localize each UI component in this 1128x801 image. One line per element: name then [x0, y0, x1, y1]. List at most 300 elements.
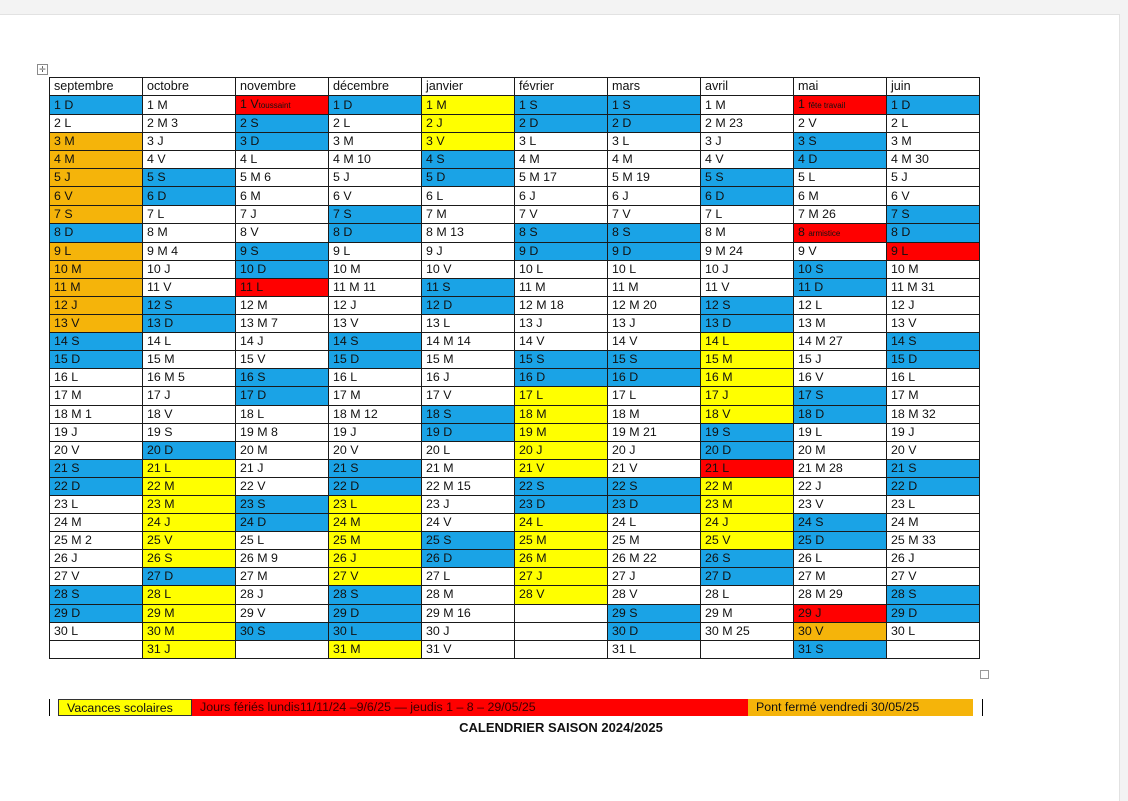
day-cell: 8 D — [329, 223, 422, 242]
table-row — [50, 96, 980, 115]
legend-school-holidays: Vacances scolaires — [58, 699, 192, 716]
day-cell: 11 L — [236, 278, 329, 296]
day-cell: 22 J — [794, 477, 887, 495]
day-cell: 9 V — [794, 242, 887, 260]
table-row — [50, 187, 980, 205]
day-cell: 6 D — [701, 187, 794, 205]
day-cell: 23 D — [515, 495, 608, 513]
table-row — [50, 369, 980, 387]
month-header: septembre — [50, 78, 143, 96]
day-cell: 12 S — [701, 296, 794, 314]
day-cell: 10 J — [143, 260, 236, 278]
day-cell: 5 M 6 — [236, 169, 329, 187]
day-cell: 22 S — [515, 477, 608, 495]
day-cell: 2 D — [515, 115, 608, 133]
day-cell: 29 M 16 — [422, 604, 515, 622]
day-cell: 30 L — [50, 622, 143, 640]
day-cell: 4 D — [794, 151, 887, 169]
day-cell — [236, 640, 329, 658]
day-cell: 29 D — [887, 604, 980, 622]
day-cell: 22 S — [608, 477, 701, 495]
day-cell: 3 S — [794, 133, 887, 151]
table-move-handle-icon[interactable]: ✛ — [37, 64, 48, 75]
day-cell: 22 V — [236, 477, 329, 495]
day-cell: 22 D — [329, 477, 422, 495]
day-cell: 9 D — [515, 242, 608, 260]
day-cell: 30 M 25 — [701, 622, 794, 640]
day-cell: 5 S — [143, 169, 236, 187]
day-cell: 24 M — [887, 514, 980, 532]
table-row — [50, 351, 980, 369]
day-cell: 12 M 20 — [608, 296, 701, 314]
day-cell: 24 V — [422, 514, 515, 532]
day-cell: 29 D — [329, 604, 422, 622]
legend-bridge-closed: Pont fermé vendredi 30/05/25 — [748, 699, 973, 716]
day-cell: 4 M — [608, 151, 701, 169]
table-row — [50, 315, 980, 333]
day-cell: 17 J — [143, 387, 236, 405]
day-label: 8 — [798, 224, 809, 239]
day-cell: 14 S — [50, 333, 143, 351]
day-cell: 30 D — [608, 622, 701, 640]
day-cell: 11 D — [794, 278, 887, 296]
day-cell: 3 M — [887, 133, 980, 151]
table-row — [50, 223, 980, 242]
day-cell: 19 M 8 — [236, 423, 329, 441]
day-cell: 4 V — [701, 151, 794, 169]
day-cell: 28 S — [50, 586, 143, 604]
day-cell: 1 M — [143, 96, 236, 115]
day-cell: 17 J — [701, 387, 794, 405]
table-row — [50, 622, 980, 640]
day-cell: 7 M — [422, 205, 515, 223]
day-cell: 15 D — [887, 351, 980, 369]
day-cell: 1 D — [887, 96, 980, 115]
day-cell: 24 M — [329, 514, 422, 532]
day-cell: 23 M — [143, 495, 236, 513]
table-row — [50, 205, 980, 223]
day-cell: 18 M 12 — [329, 405, 422, 423]
day-cell: 8 M 13 — [422, 223, 515, 242]
month-header: février — [515, 78, 608, 96]
day-cell: 29 M — [143, 604, 236, 622]
month-header: mars — [608, 78, 701, 96]
day-cell: 15 S — [608, 351, 701, 369]
day-cell: 16 M 5 — [143, 369, 236, 387]
day-cell: 2 L — [329, 115, 422, 133]
day-cell: 7 V — [608, 205, 701, 223]
day-cell: 24 D — [236, 514, 329, 532]
day-cell: 5 D — [422, 169, 515, 187]
day-cell — [515, 622, 608, 640]
day-cell: 26 J — [50, 550, 143, 568]
day-cell: 21 M 28 — [794, 459, 887, 477]
day-cell: 9 L — [329, 242, 422, 260]
day-cell: 29 S — [608, 604, 701, 622]
day-cell: 1 S — [515, 96, 608, 115]
holiday-note: toussaint — [258, 101, 291, 111]
day-cell: 2 S — [236, 115, 329, 133]
day-cell: 17 M — [887, 387, 980, 405]
day-cell: 27 D — [143, 568, 236, 586]
day-cell: 20 M — [236, 441, 329, 459]
day-cell: 15 M — [701, 351, 794, 369]
day-cell: 28 V — [608, 586, 701, 604]
day-cell: 5 L — [794, 169, 887, 187]
day-cell: 7 L — [143, 205, 236, 223]
day-cell: 5 J — [329, 169, 422, 187]
day-cell: 7 S — [329, 205, 422, 223]
day-cell: 11 M 31 — [887, 278, 980, 296]
day-cell: 11 S — [422, 278, 515, 296]
day-cell: 27 M — [236, 568, 329, 586]
day-cell: 8 M — [701, 223, 794, 242]
day-cell: 24 L — [515, 514, 608, 532]
day-cell: 25 S — [422, 532, 515, 550]
day-cell: 3 L — [515, 133, 608, 151]
day-cell: 26 S — [701, 550, 794, 568]
day-cell: 28 S — [329, 586, 422, 604]
day-cell: 23 J — [422, 495, 515, 513]
day-cell: 25 M — [608, 532, 701, 550]
day-cell: 3 V — [422, 133, 515, 151]
day-cell: 18 V — [143, 405, 236, 423]
day-cell: 4 M — [50, 151, 143, 169]
day-cell: 6 J — [608, 187, 701, 205]
day-cell: 27 V — [329, 568, 422, 586]
day-cell: 25 D — [794, 532, 887, 550]
day-cell: 18 S — [422, 405, 515, 423]
day-cell: 18 M — [515, 405, 608, 423]
day-cell: 19 S — [143, 423, 236, 441]
day-cell: 17 M — [329, 387, 422, 405]
day-cell — [794, 223, 887, 242]
day-cell: 22 D — [50, 477, 143, 495]
day-cell: 13 V — [887, 315, 980, 333]
day-cell: 9 L — [50, 242, 143, 260]
day-cell: 14 J — [236, 333, 329, 351]
day-cell: 4 V — [143, 151, 236, 169]
day-cell: 26 L — [794, 550, 887, 568]
day-cell: 12 L — [794, 296, 887, 314]
day-cell: 27 V — [887, 568, 980, 586]
page-title: CALENDRIER SAISON 2024/2025 — [459, 720, 663, 735]
day-cell: 13 J — [515, 315, 608, 333]
day-cell: 5 M 17 — [515, 169, 608, 187]
day-cell: 16 D — [515, 369, 608, 387]
day-cell: 11 V — [143, 278, 236, 296]
day-cell: 1 M — [422, 96, 515, 115]
table-row — [50, 423, 980, 441]
day-cell: 21 S — [329, 459, 422, 477]
day-cell: 8 D — [887, 223, 980, 242]
day-cell: 6 M — [794, 187, 887, 205]
day-cell: 27 L — [422, 568, 515, 586]
day-cell: 8 S — [515, 223, 608, 242]
day-cell: 18 D — [794, 405, 887, 423]
day-cell: 23 L — [50, 495, 143, 513]
day-cell: 10 D — [236, 260, 329, 278]
day-cell: 4 M 10 — [329, 151, 422, 169]
day-cell: 13 M — [794, 315, 887, 333]
table-row — [50, 532, 980, 550]
day-cell: 14 V — [515, 333, 608, 351]
day-cell: 3 M — [329, 133, 422, 151]
table-row — [50, 550, 980, 568]
day-cell: 20 D — [701, 441, 794, 459]
table-row — [50, 151, 980, 169]
day-cell: 12 J — [329, 296, 422, 314]
day-cell: 8 D — [50, 223, 143, 242]
day-cell: 27 M — [794, 568, 887, 586]
day-cell: 20 L — [422, 441, 515, 459]
table-resize-handle-icon[interactable] — [980, 670, 989, 679]
day-cell: 29 J — [794, 604, 887, 622]
day-cell: 18 V — [701, 405, 794, 423]
day-cell: 4 S — [422, 151, 515, 169]
legend-bar — [49, 699, 983, 716]
day-cell: 31 J — [143, 640, 236, 658]
day-cell: 20 V — [50, 441, 143, 459]
day-cell: 4 M — [515, 151, 608, 169]
day-cell: 21 J — [236, 459, 329, 477]
day-cell: 9 D — [608, 242, 701, 260]
day-cell: 30 V — [794, 622, 887, 640]
day-cell — [236, 96, 329, 115]
holiday-note: fête travail — [808, 101, 846, 111]
day-cell: 17 L — [515, 387, 608, 405]
table-row — [50, 169, 980, 187]
day-cell: 13 V — [50, 315, 143, 333]
day-cell: 28 L — [143, 586, 236, 604]
day-cell: 19 S — [701, 423, 794, 441]
day-cell: 16 D — [608, 369, 701, 387]
day-cell: 15 V — [236, 351, 329, 369]
day-cell: 5 M 19 — [608, 169, 701, 187]
day-cell: 2 M 3 — [143, 115, 236, 133]
day-cell: 8 V — [236, 223, 329, 242]
day-cell: 2 M 23 — [701, 115, 794, 133]
holiday-note: armistice — [808, 228, 841, 238]
day-cell: 10 M — [329, 260, 422, 278]
day-cell: 11 M 11 — [329, 278, 422, 296]
day-cell: 13 V — [329, 315, 422, 333]
month-header: décembre — [329, 78, 422, 96]
season-calendar-table — [49, 77, 980, 659]
day-cell: 19 M — [515, 423, 608, 441]
day-cell: 23 S — [236, 495, 329, 513]
day-cell: 11 V — [701, 278, 794, 296]
day-cell: 7 S — [887, 205, 980, 223]
header-row — [50, 78, 980, 96]
day-cell: 10 J — [701, 260, 794, 278]
day-cell: 26 S — [143, 550, 236, 568]
day-cell: 26 J — [887, 550, 980, 568]
day-cell: 21 S — [887, 459, 980, 477]
day-cell: 25 V — [701, 532, 794, 550]
day-cell: 10 S — [794, 260, 887, 278]
day-cell: 24 M — [50, 514, 143, 532]
day-cell: 25 M — [329, 532, 422, 550]
table-row — [50, 514, 980, 532]
table-row — [50, 133, 980, 151]
day-cell: 12 J — [887, 296, 980, 314]
day-cell: 24 L — [608, 514, 701, 532]
day-cell — [701, 640, 794, 658]
day-cell: 18 M 32 — [887, 405, 980, 423]
day-cell: 3 M — [50, 133, 143, 151]
day-cell: 21 L — [143, 459, 236, 477]
day-cell: 10 M — [50, 260, 143, 278]
day-cell: 21 L — [701, 459, 794, 477]
day-cell: 23 V — [794, 495, 887, 513]
day-cell: 6 V — [887, 187, 980, 205]
day-cell: 22 M — [701, 477, 794, 495]
day-cell: 14 L — [701, 333, 794, 351]
day-cell: 2 L — [887, 115, 980, 133]
day-cell: 2 D — [608, 115, 701, 133]
table-row — [50, 586, 980, 604]
day-cell: 6 M — [236, 187, 329, 205]
day-cell: 10 L — [608, 260, 701, 278]
day-cell: 13 L — [422, 315, 515, 333]
day-cell: 2 J — [422, 115, 515, 133]
day-cell: 8 M — [143, 223, 236, 242]
day-cell — [887, 640, 980, 658]
day-cell: 9 S — [236, 242, 329, 260]
day-cell: 31 V — [422, 640, 515, 658]
day-cell — [794, 96, 887, 115]
month-header: octobre — [143, 78, 236, 96]
day-cell: 25 V — [143, 532, 236, 550]
day-cell: 13 J — [608, 315, 701, 333]
day-cell: 3 J — [143, 133, 236, 151]
day-cell: 22 M — [143, 477, 236, 495]
day-cell: 9 M 24 — [701, 242, 794, 260]
day-cell: 16 L — [50, 369, 143, 387]
day-cell: 2 V — [794, 115, 887, 133]
day-cell: 5 S — [701, 169, 794, 187]
day-cell: 2 L — [50, 115, 143, 133]
day-cell: 30 S — [236, 622, 329, 640]
day-cell: 9 L — [887, 242, 980, 260]
day-cell: 15 M — [143, 351, 236, 369]
day-cell — [50, 640, 143, 658]
day-cell: 15 D — [329, 351, 422, 369]
table-row — [50, 640, 980, 658]
day-cell: 23 D — [608, 495, 701, 513]
day-cell: 10 L — [515, 260, 608, 278]
day-cell: 16 S — [236, 369, 329, 387]
day-cell: 7 S — [50, 205, 143, 223]
day-cell: 11 M — [608, 278, 701, 296]
day-cell: 6 L — [422, 187, 515, 205]
day-cell: 12 M — [236, 296, 329, 314]
day-cell: 25 M 2 — [50, 532, 143, 550]
day-cell: 12 J — [50, 296, 143, 314]
day-cell: 19 D — [422, 423, 515, 441]
month-header: janvier — [422, 78, 515, 96]
day-cell: 7 J — [236, 205, 329, 223]
day-cell: 20 M — [794, 441, 887, 459]
table-row — [50, 604, 980, 622]
day-cell: 23 M — [701, 495, 794, 513]
day-cell: 31 S — [794, 640, 887, 658]
day-cell: 1 S — [608, 96, 701, 115]
day-cell: 11 M — [515, 278, 608, 296]
day-cell: 3 J — [701, 133, 794, 151]
month-header: mai — [794, 78, 887, 96]
day-cell: 15 S — [515, 351, 608, 369]
month-header: avril — [701, 78, 794, 96]
day-cell: 6 V — [50, 187, 143, 205]
day-cell: 28 V — [515, 586, 608, 604]
day-cell: 26 J — [329, 550, 422, 568]
day-cell: 20 D — [143, 441, 236, 459]
table-row — [50, 477, 980, 495]
day-label: 1 — [798, 97, 809, 112]
day-cell: 20 V — [887, 441, 980, 459]
day-cell: 28 J — [236, 586, 329, 604]
day-cell: 17 L — [608, 387, 701, 405]
day-cell: 24 J — [143, 514, 236, 532]
day-cell: 10 M — [887, 260, 980, 278]
day-cell: 29 D — [50, 604, 143, 622]
day-cell: 30 L — [887, 622, 980, 640]
day-cell: 29 V — [236, 604, 329, 622]
day-cell: 14 S — [887, 333, 980, 351]
day-cell: 3 L — [608, 133, 701, 151]
day-cell: 12 M 18 — [515, 296, 608, 314]
day-cell: 19 M 21 — [608, 423, 701, 441]
day-cell: 16 L — [887, 369, 980, 387]
table-row — [50, 278, 980, 296]
day-cell: 24 J — [701, 514, 794, 532]
day-cell: 27 D — [701, 568, 794, 586]
table-row — [50, 115, 980, 133]
day-cell: 27 J — [515, 568, 608, 586]
day-cell: 16 J — [422, 369, 515, 387]
day-cell: 15 J — [794, 351, 887, 369]
month-header: juin — [887, 78, 980, 96]
day-cell: 26 M 22 — [608, 550, 701, 568]
day-cell: 14 S — [329, 333, 422, 351]
day-cell: 12 S — [143, 296, 236, 314]
legend-public-holidays: Jours fériés lundis11/11/24 –9/6/25 — jeudis 1 – 8 – 29/05/25 — [192, 699, 748, 716]
day-cell: 21 M — [422, 459, 515, 477]
day-cell: 16 L — [329, 369, 422, 387]
day-cell: 11 M — [50, 278, 143, 296]
day-cell: 19 J — [50, 423, 143, 441]
day-cell: 19 L — [794, 423, 887, 441]
month-header: novembre — [236, 78, 329, 96]
day-cell: 25 L — [236, 532, 329, 550]
day-cell: 14 M 27 — [794, 333, 887, 351]
day-cell: 25 M — [515, 532, 608, 550]
day-cell: 30 M — [143, 622, 236, 640]
day-cell: 23 L — [329, 495, 422, 513]
day-cell: 16 M — [701, 369, 794, 387]
day-cell: 23 L — [887, 495, 980, 513]
day-cell: 3 D — [236, 133, 329, 151]
table-row — [50, 405, 980, 423]
day-cell: 26 D — [422, 550, 515, 568]
day-cell: 7 L — [701, 205, 794, 223]
day-cell: 9 J — [422, 242, 515, 260]
day-cell: 28 L — [701, 586, 794, 604]
day-cell: 18 M — [608, 405, 701, 423]
day-cell: 15 D — [50, 351, 143, 369]
